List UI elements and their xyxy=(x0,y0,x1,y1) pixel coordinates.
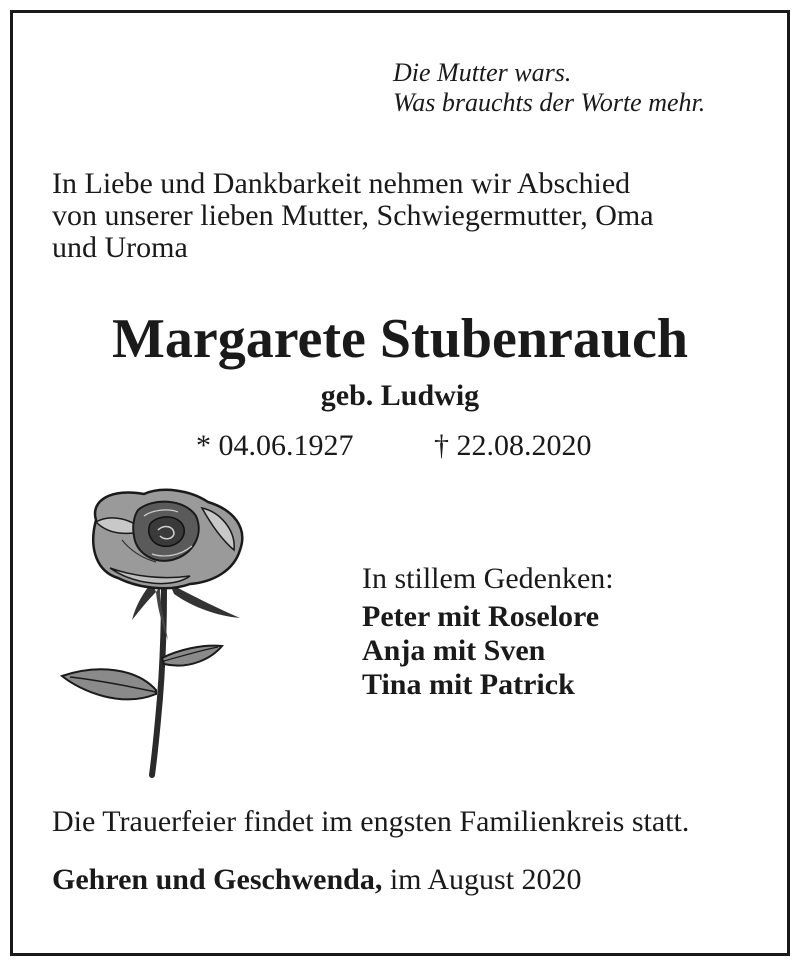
notice-date: im August 2020 xyxy=(389,863,582,896)
funeral-note: Die Trauerfeier findet im engsten Familienkreis statt. xyxy=(52,805,690,838)
intro-line-1: In Liebe und Dankbarkeit nehmen wir Abschied xyxy=(52,167,631,200)
epigraph xyxy=(393,58,705,118)
place-and-date xyxy=(52,862,582,898)
rose-icon xyxy=(52,480,252,780)
death-date: † 22.08.2020 xyxy=(434,429,592,462)
epigraph-line-2: Was brauchts der Worte mehr. xyxy=(393,88,706,117)
survivor-entry: Peter mit Roselore xyxy=(362,600,600,633)
deceased-name: Margarete Stubenrauch xyxy=(112,308,688,370)
survivor-entry: Anja mit Sven xyxy=(362,634,546,667)
intro-line-3: und Uroma xyxy=(52,231,188,264)
birth-date: * 04.06.1927 xyxy=(196,429,354,462)
memory-label: In stillem Gedenken: xyxy=(362,562,614,595)
maiden-name: geb. Ludwig xyxy=(320,379,480,412)
intro-line-2: von unserer lieben Mutter, Schwiegermutter, Oma xyxy=(52,199,654,232)
place-name: Gehren und Geschwenda, xyxy=(52,863,383,896)
survivors-list xyxy=(362,600,599,702)
intro-text xyxy=(52,168,654,264)
epigraph-line-1: Die Mutter wars. xyxy=(393,58,572,87)
survivor-entry: Tina mit Patrick xyxy=(362,668,575,701)
